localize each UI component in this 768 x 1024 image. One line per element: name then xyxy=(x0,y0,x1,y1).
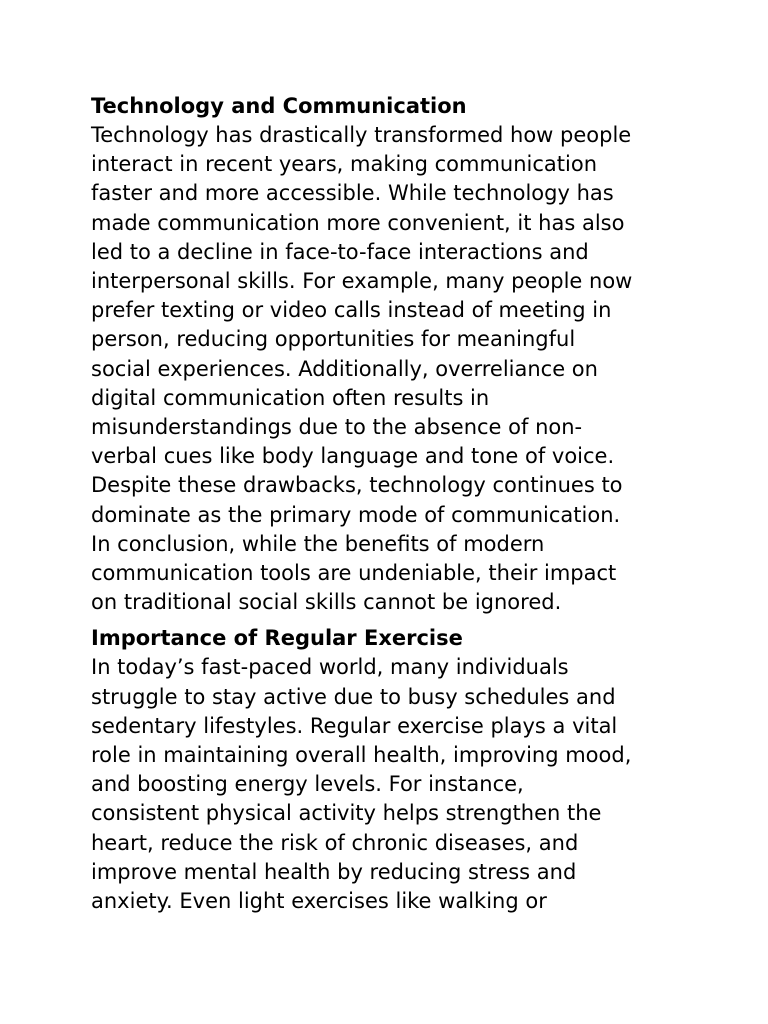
paragraph-line: Technology has drastically transformed how people xyxy=(91,123,632,147)
essay-section-technology xyxy=(91,92,691,617)
paragraph-line: dominate as the primary mode of communication. xyxy=(91,502,621,527)
document-page xyxy=(91,92,691,916)
paragraph-line: communication tools are undeniable, their impact xyxy=(91,561,617,586)
paragraph-line: anxiety. Even light exercises like walking or xyxy=(91,889,547,914)
paragraph-line: interpersonal skills. For example, many people now xyxy=(91,269,633,294)
paragraph-line: In conclusion, while the benefits of modern xyxy=(91,531,545,556)
paragraph-line: faster and more accessible. While technology has xyxy=(91,181,614,206)
paragraph-line: Despite these drawbacks, technology continues to xyxy=(91,473,623,498)
section-heading: Importance of Regular Exercise xyxy=(91,626,463,651)
paragraph-line: interact in recent years, making communication xyxy=(91,152,598,177)
paragraph-line: misunderstandings due to the absence of non- xyxy=(91,415,583,440)
paragraph-line: person, reducing opportunities for meaningful xyxy=(91,327,576,352)
paragraph-line: verbal cues like body language and tone of voice. xyxy=(91,444,615,469)
paragraph-line: role in maintaining overall health, improving mood, xyxy=(91,743,632,768)
paragraph-line: on traditional social skills cannot be ignored. xyxy=(91,590,562,615)
section-paragraph xyxy=(91,121,691,617)
paragraph-line: prefer texting or video calls instead of meeting in xyxy=(91,298,612,323)
paragraph-line: made communication more convenient, it has also xyxy=(91,210,625,235)
paragraph-line: digital communication often results in xyxy=(91,385,490,410)
paragraph-line: led to a decline in face-to-face interactions and xyxy=(91,239,589,264)
paragraph-line: struggle to stay active due to busy schedules and xyxy=(91,684,616,709)
paragraph-line: consistent physical activity helps strengthen the xyxy=(91,801,602,826)
paragraph-line: improve mental health by reducing stress and xyxy=(91,859,577,884)
paragraph-line: and boosting energy levels. For instance, xyxy=(91,772,524,797)
paragraph-line: In today’s fast-paced world, many individuals xyxy=(91,655,569,680)
paragraph-line: social experiences. Additionally, overreliance on xyxy=(91,356,598,381)
paragraph-line: sedentary lifestyles. Regular exercise plays a vital xyxy=(91,713,618,738)
essay-section-exercise xyxy=(91,624,691,916)
paragraph-line: heart, reduce the risk of chronic diseases, and xyxy=(91,830,579,855)
section-paragraph xyxy=(91,653,691,916)
section-heading: Technology and Communication xyxy=(91,94,467,118)
